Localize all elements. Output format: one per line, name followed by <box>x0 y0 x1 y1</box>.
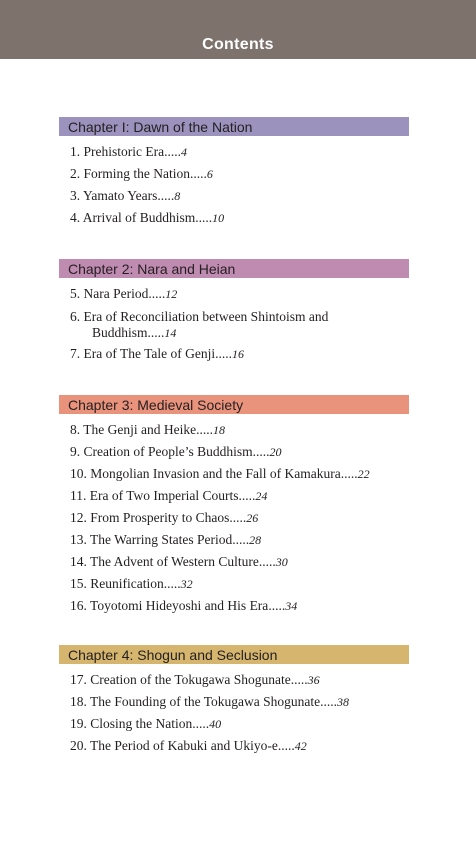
toc-entry-15[interactable]: 15. Reunification.....32 <box>70 576 193 591</box>
toc-entry-11[interactable]: 11. Era of Two Imperial Courts.....24 <box>70 488 268 503</box>
chapter-1 <box>59 117 409 229</box>
chapter-1-entries <box>59 141 409 229</box>
chapter-2 <box>59 259 409 365</box>
chapter-2-entries <box>59 283 409 365</box>
toc-entry-4[interactable]: 4. Arrival of Buddhism.....10 <box>70 210 225 225</box>
page-title: Contents <box>202 36 274 53</box>
toc-entry-19[interactable]: 19. Closing the Nation.....40 <box>70 716 222 731</box>
toc-entry-8[interactable]: 8. The Genji and Heike.....18 <box>70 422 225 437</box>
chapter-4-heading: Chapter 4: Shogun and Seclusion <box>59 645 409 664</box>
chapter-4 <box>59 645 409 757</box>
chapter-3-heading: Chapter 3: Medieval Society <box>59 395 409 414</box>
toc-entry-3[interactable]: 3. Yamato Years.....8 <box>70 188 181 203</box>
toc-entry-1[interactable]: 1. Prehistoric Era.....4 <box>70 144 187 159</box>
chapter-2-heading: Chapter 2: Nara and Heian <box>59 259 409 278</box>
chapter-1-heading: Chapter I: Dawn of the Nation <box>59 117 409 136</box>
chapter-3-entries <box>59 419 409 617</box>
toc-entry-6[interactable]: 6. Era of Reconciliation between Shintoism and Buddhism.....14 <box>70 309 329 340</box>
chapter-3 <box>59 395 409 617</box>
toc-entry-20[interactable]: 20. The Period of Kabuki and Ukiyo-e.....42 <box>70 738 307 753</box>
toc-entry-18[interactable]: 18. The Founding of the Tokugawa Shogunate.....38 <box>70 694 350 709</box>
toc-entry-16[interactable]: 16. Toyotomi Hideyoshi and His Era.....34 <box>70 598 298 613</box>
toc-entry-12[interactable]: 12. From Prosperity to Chaos.....26 <box>70 510 259 525</box>
toc-entry-2[interactable]: 2. Forming the Nation.....6 <box>70 166 213 181</box>
chapter-4-entries <box>59 669 409 757</box>
toc-entry-13[interactable]: 13. The Warring States Period.....28 <box>70 532 262 547</box>
toc-entry-9[interactable]: 9. Creation of People’s Buddhism.....20 <box>70 444 282 459</box>
toc-entry-7[interactable]: 7. Era of The Tale of Genji.....16 <box>70 346 245 361</box>
toc-entry-17[interactable]: 17. Creation of the Tokugawa Shogunate.....36 <box>70 672 320 687</box>
toc-entry-14[interactable]: 14. The Advent of Western Culture.....30 <box>70 554 288 569</box>
toc-entry-10[interactable]: 10. Mongolian Invasion and the Fall of Kamakura.....22 <box>70 466 370 481</box>
toc-entry-5[interactable]: 5. Nara Period.....12 <box>70 286 178 301</box>
